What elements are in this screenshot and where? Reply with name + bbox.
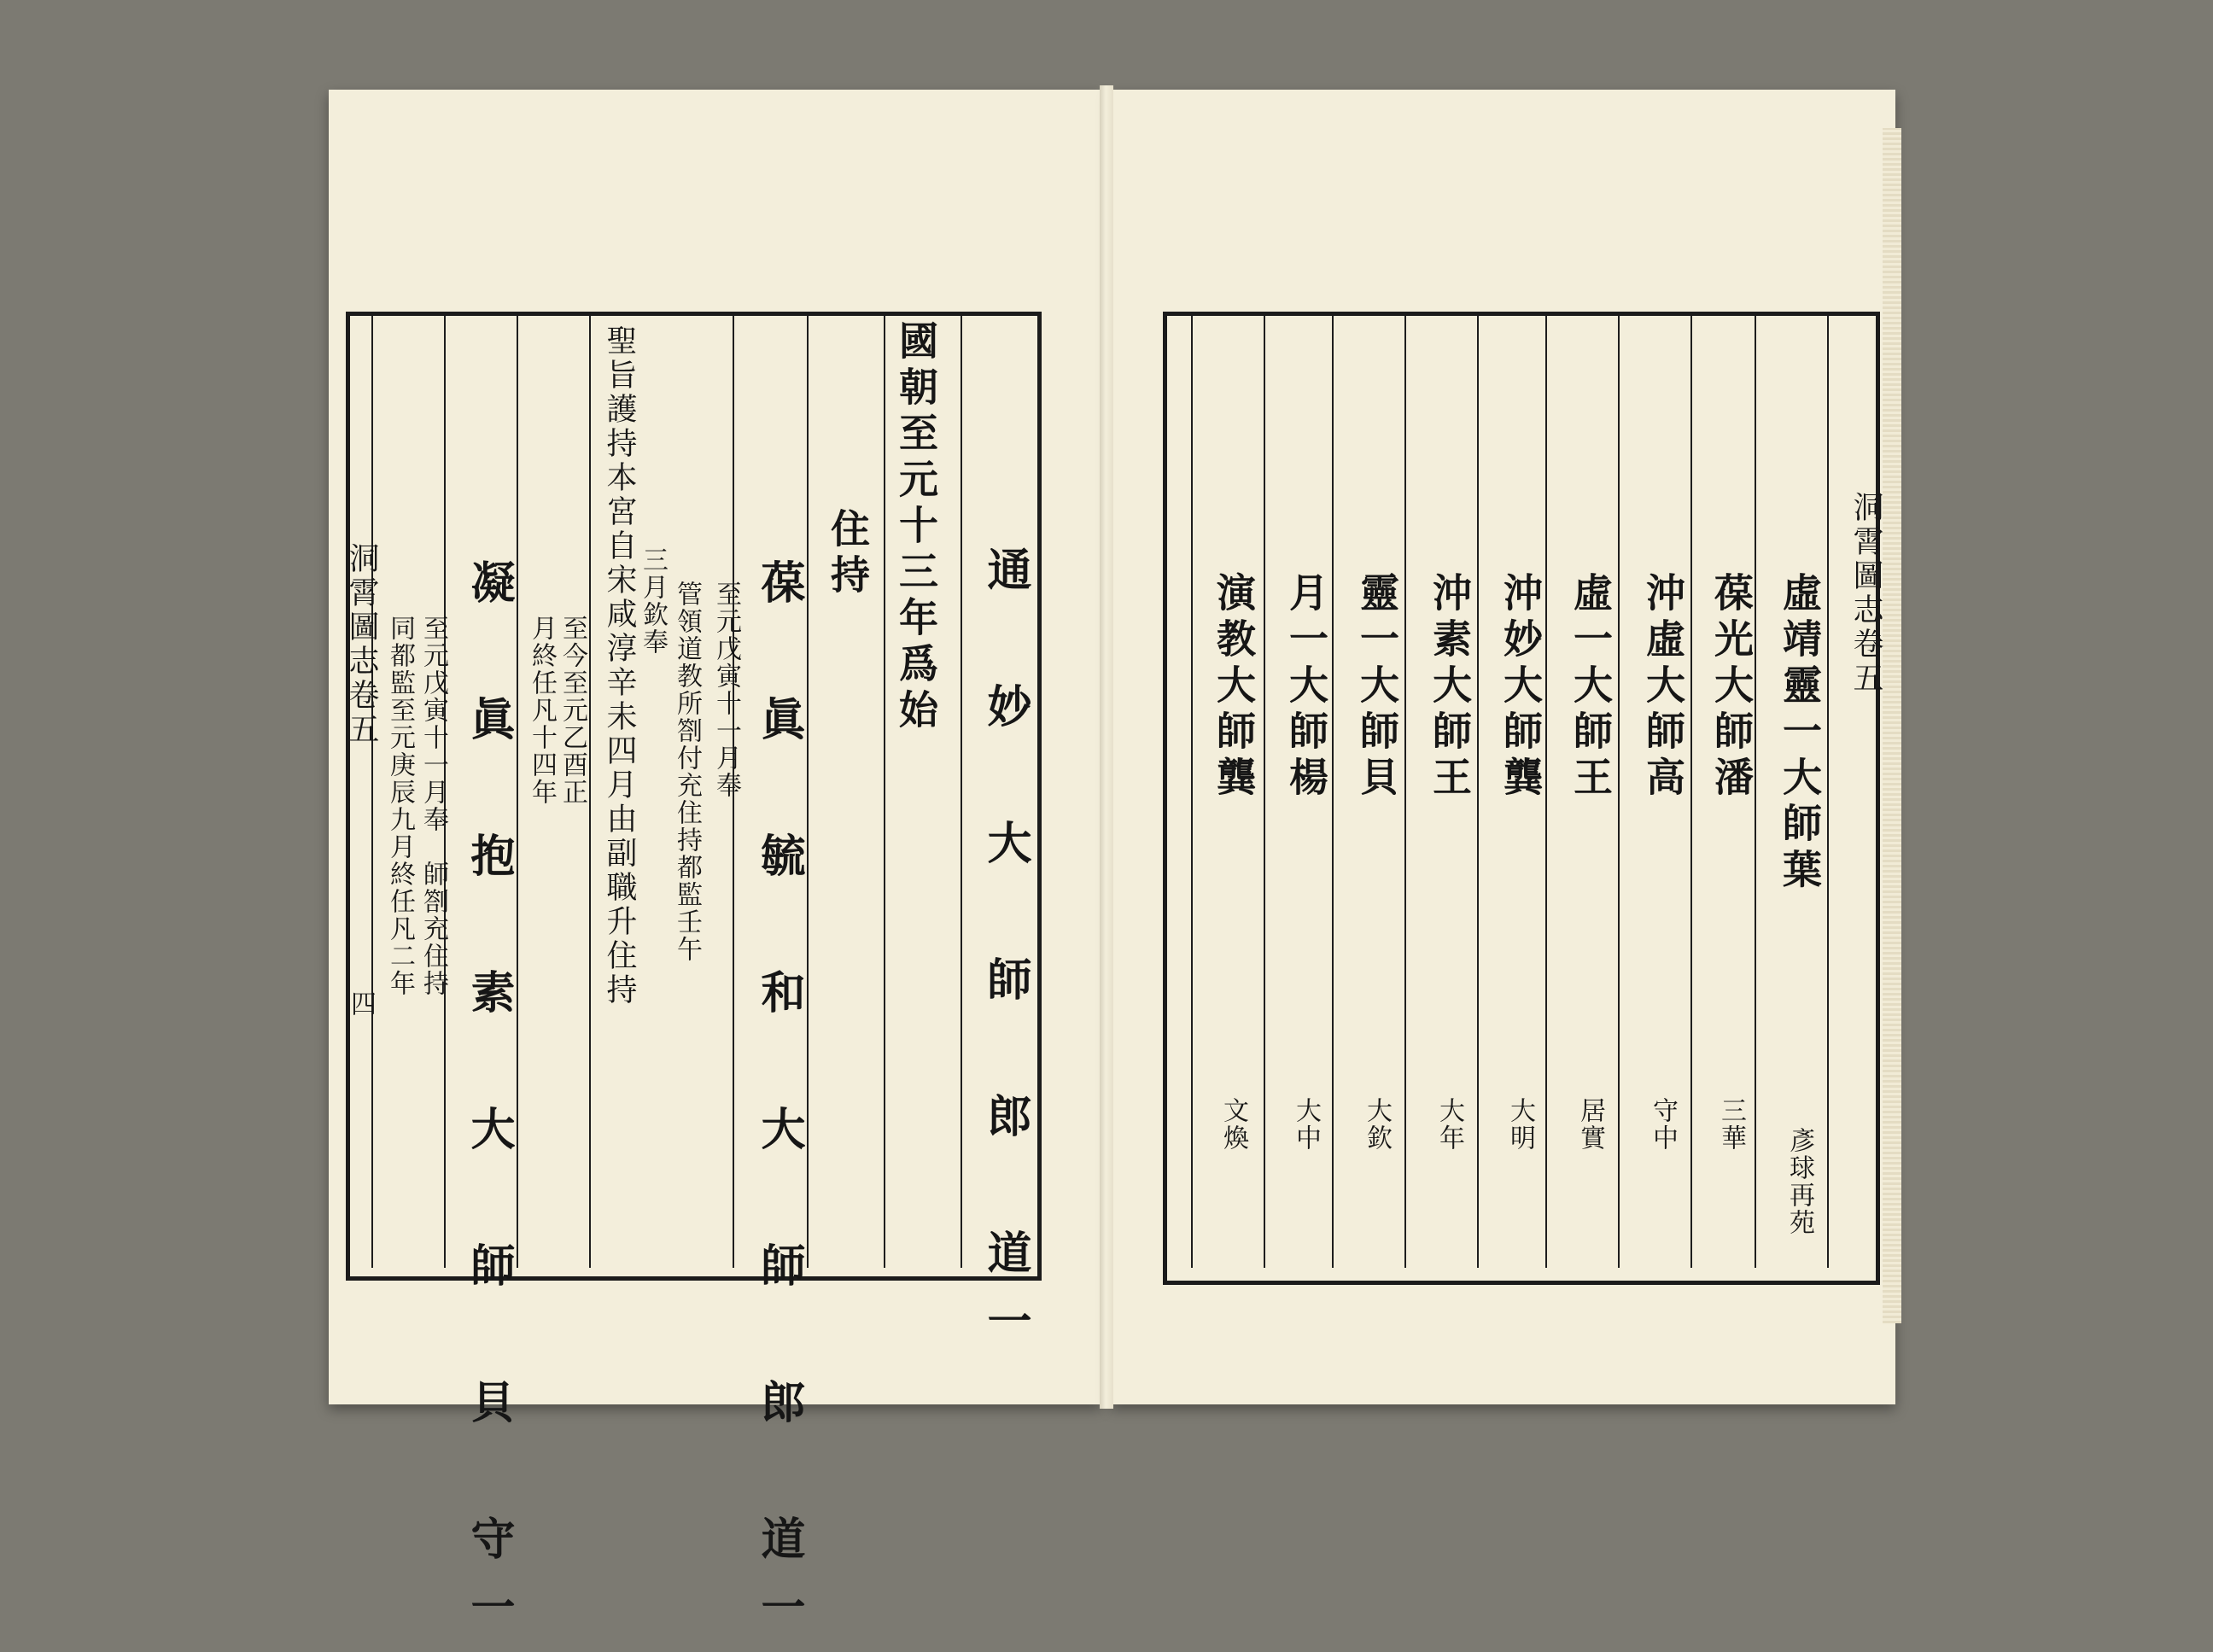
right-entry-8-note: 大中: [1291, 1097, 1321, 1152]
left-column-1: 通 妙 大 師 郎 道一: [979, 546, 1031, 1366]
right-entry-9-note: 文煥: [1218, 1097, 1248, 1152]
column-rule: [371, 316, 373, 1268]
right-entry-5-name: 沖妙大師龔: [1498, 572, 1544, 803]
left-column-2: 國朝至元十三年爲始: [893, 320, 939, 735]
right-entry-2-note: 三華: [1716, 1097, 1746, 1152]
left-column-13: 同都監至元庚辰九月終任凡二年: [385, 615, 415, 997]
right-entry-5-note: 大明: [1505, 1097, 1535, 1152]
left-column-9: 至今至元乙酉正: [558, 615, 587, 806]
right-entry-4-note: 居實: [1575, 1097, 1605, 1152]
right-entry-3-name: 沖虛大師高: [1640, 572, 1686, 803]
left-column-8: 聖旨護持本宮自宋咸淳辛未四月由副職升住持: [602, 324, 637, 1007]
column-rule: [884, 316, 885, 1268]
left-page-number: 四: [346, 990, 376, 1018]
right-entry-7-name: 靈一大師貝: [1354, 572, 1400, 803]
right-entry-8-name: 月一大師楊: [1283, 572, 1329, 803]
left-column-10: 月終任凡十四年: [527, 615, 557, 806]
page-edges: [1883, 128, 1901, 1323]
right-entry-1-name: 虛靖靈一大師葉: [1777, 572, 1823, 895]
right-entry-3-note: 守中: [1648, 1097, 1678, 1152]
left-margin-title: 洞霄圖志卷五: [344, 542, 379, 747]
right-entry-6-note: 大年: [1434, 1097, 1464, 1152]
left-column-6: 管領道教所劄付充住持都監壬午: [672, 581, 702, 963]
book-gutter: [1100, 85, 1113, 1409]
right-entry-9-name: 演教大師龔: [1211, 572, 1257, 803]
right-entry-6-name: 沖素大師王: [1427, 572, 1473, 803]
right-margin-title: 洞霄圖志卷五: [1848, 491, 1883, 696]
column-rule: [1264, 316, 1265, 1268]
left-column-11: 凝 眞 抱 素 大 師 貝 守一: [463, 559, 515, 1652]
left-column-3: 住持: [825, 508, 871, 600]
left-column-4: 葆 眞 毓 和 大 師 郎 道一: [753, 559, 805, 1652]
left-column-5: 至元戊寅十一月奉: [711, 581, 741, 799]
column-rule: [1191, 316, 1193, 1268]
left-column-12: 至元戊寅十一月奉 師劄充住持: [418, 615, 448, 997]
column-rule: [961, 316, 962, 1268]
right-entry-1-note: 彥球再苑: [1784, 1127, 1814, 1236]
right-entry-4-name: 虛一大師王: [1568, 572, 1614, 803]
left-column-7: 三月欽奉: [638, 546, 668, 656]
right-entry-2-name: 葆光大師潘: [1708, 572, 1755, 803]
right-entry-7-note: 大欽: [1362, 1097, 1392, 1152]
